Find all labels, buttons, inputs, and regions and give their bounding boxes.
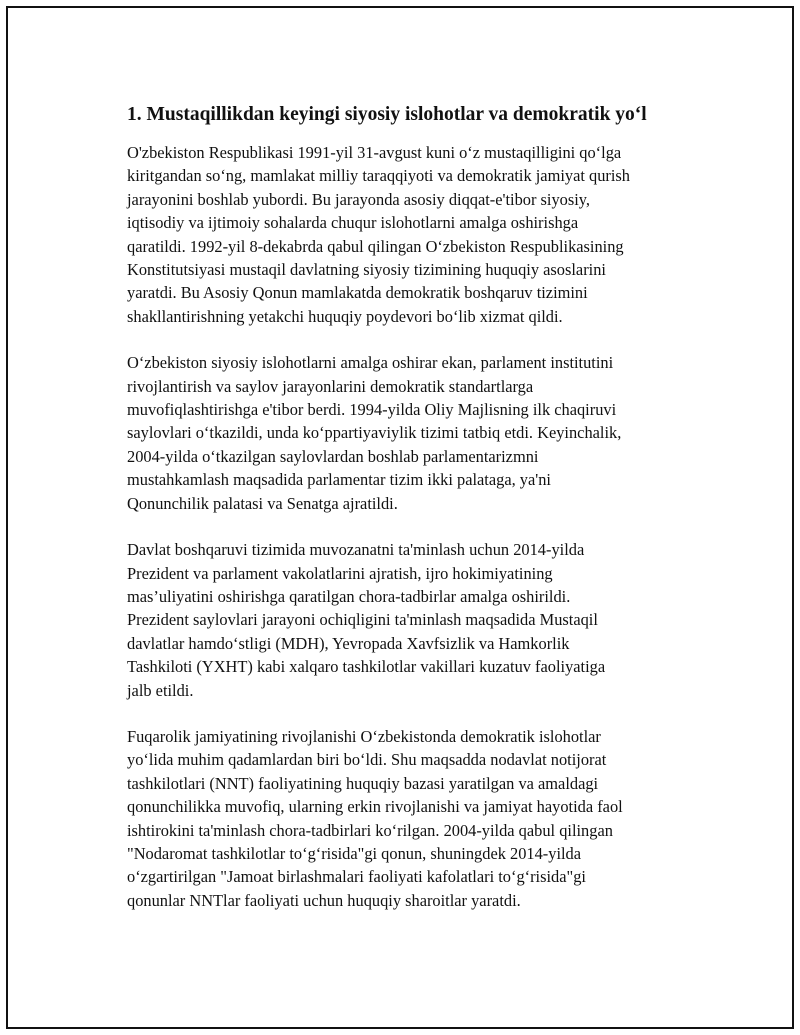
paragraph-line: O'zbekiston Respublikasi 1991-yil 31-avgust kuni o‘z mustaqilligini qo‘lga: [127, 143, 622, 162]
paragraph-line: Tashkiloti (YXHT) kabi xalqaro tashkilotlar vakillari kuzatuv faoliyatiga: [127, 657, 606, 677]
paragraph-line: qonunchilikka muvofiq, ularning erkin rivojlanishi va jamiyat hayotida faol: [127, 797, 623, 817]
document-body: [127, 102, 707, 935]
paragraph-line: O‘zbekiston siyosiy islohotlarni amalga oshirar ekan, parlament institutini: [127, 353, 614, 373]
page-frame: [6, 6, 794, 1029]
paragraph-line: rivojlantirish va saylov jarayonlarini demokratik standartlarga: [127, 376, 534, 396]
paragraph-line: Qonunchilik palatasi va Senatga ajratildi.: [127, 493, 398, 513]
paragraph-line: mas’uliyatini oshirishga qaratilgan chora-tadbirlar amalga oshirildi.: [127, 586, 571, 606]
paragraph-line: jarayonini boshlab yubordi. Bu jarayonda asosiy diqqat-e'tibor siyosiy,: [127, 189, 591, 209]
paragraph-line: yaratdi. Bu Asosiy Qonun mamlakatda demokratik boshqaruv tizimini: [127, 283, 588, 303]
paragraph-4: [127, 725, 707, 912]
paragraph-line: Fuqarolik jamiyatining rivojlanishi O‘zbekistonda demokratik islohotlar: [127, 726, 601, 746]
paragraph-line: shakllantirishning yetakchi huquqiy poydevori bo‘lib xizmat qildi.: [127, 306, 563, 326]
paragraph-line: 2004-yilda o‘tkazilgan saylovlardan boshlab parlamentarizmni: [127, 446, 539, 466]
paragraph-line: iqtisodiy va ijtimoiy sohalarda chuqur islohotlarni amalga oshirishga: [127, 213, 579, 233]
paragraph-line: saylovlari o‘tkazildi, unda ko‘ppartiyaviylik tizimi tatbiq etdi. Keyinchalik,: [127, 423, 622, 443]
paragraph-line: davlatlar hamdo‘stligi (MDH), Yevropada Xavfsizlik va Hamkorlik: [127, 633, 570, 653]
paragraph-line: Konstitutsiyasi mustaqil davlatning siyosiy tizimining huquqiy asoslarini: [127, 260, 606, 280]
document-title: 1. Mustaqillikdan keyingi siyosiy islohotlar va demokratik yo‘l: [127, 104, 647, 125]
paragraph-line: Davlat boshqaruvi tizimida muvozanatni ta'minlash uchun 2014-yilda: [127, 540, 585, 560]
paragraph-1: [127, 141, 707, 328]
paragraph-2: [127, 351, 707, 515]
paragraph-line: mustahkamlash maqsadida parlamentar tizim ikki palataga, ya'ni: [127, 470, 551, 490]
paragraph-3: [127, 538, 707, 702]
paragraph-line: qaratildi. 1992-yil 8-dekabrda qabul qilingan O‘zbekiston Respublikasining: [127, 236, 624, 256]
paragraph-line: muvofiqlashtirishga e'tibor berdi. 1994-yilda Oliy Majlisning ilk chaqiruvi: [127, 400, 617, 420]
paragraph-line: o‘zgartirilgan "Jamoat birlashmalari faoliyati kafolatlari to‘g‘risida"gi: [127, 867, 586, 887]
paragraph-line: kiritgandan so‘ng, mamlakat milliy taraqqiyoti va demokratik jamiyat qurish: [127, 166, 630, 186]
paragraph-line: Prezident va parlament vakolatlarini ajratish, ijro hokimiyatining: [127, 563, 553, 583]
paragraph-line: qonunlar NNTlar faoliyati uchun huquqiy sharoitlar yaratdi.: [127, 890, 521, 910]
paragraph-line: ishtirokini ta'minlash chora-tadbirlari ko‘rilgan. 2004-yilda qabul qilingan: [127, 820, 613, 840]
paragraph-line: yo‘lida muhim qadamlardan biri bo‘ldi. Shu maqsadda nodavlat notijorat: [127, 750, 607, 770]
paragraph-line: jalb etildi.: [127, 680, 194, 700]
paragraph-line: Prezident saylovlari jarayoni ochiqligini ta'minlash maqsadida Mustaqil: [127, 610, 598, 630]
paragraph-line: "Nodaromat tashkilotlar to‘g‘risida"gi qonun, shuningdek 2014-yilda: [127, 843, 582, 863]
paragraph-line: tashkilotlari (NNT) faoliyatining huquqiy bazasi yaratilgan va amaldagi: [127, 773, 599, 793]
